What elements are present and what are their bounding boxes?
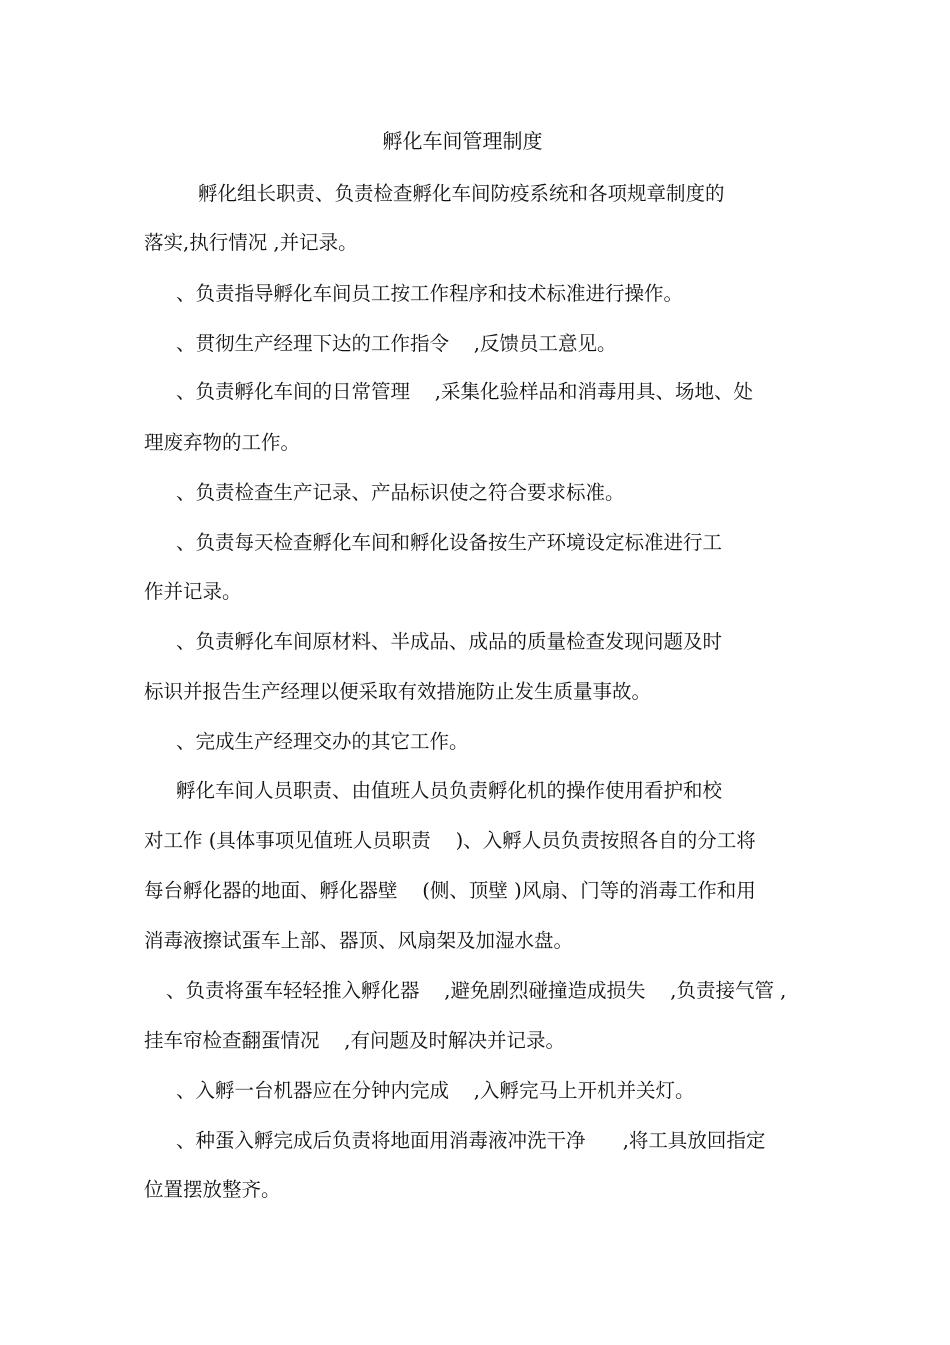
paragraph-line: 、负责孵化车间原材料、半成品、成品的质量检查发现问题及时: [176, 630, 723, 653]
paragraph-line: 对工作 (具体事项见值班人员职责 )、入孵人员负责按照各自的分工将: [144, 829, 756, 852]
paragraph-line: 理废弃物的工作。: [144, 431, 301, 454]
paragraph-line: 作并记录。: [144, 580, 242, 603]
paragraph-line: 、负责指导孵化车间员工按工作程序和技术标准进行操作。: [176, 282, 684, 305]
paragraph-line: 挂车帘检查翻蛋情况 ,有问题及时解决并记录。: [144, 1029, 565, 1052]
paragraph-line: 每台孵化器的地面、孵化器壁 (侧、顶壁 )风扇、门等的消毒工作和用: [144, 879, 756, 902]
paragraph-line: 孵化车间人员职责、由值班人员负责孵化机的操作使用看护和校: [176, 779, 723, 802]
paragraph-line: 、负责每天检查孵化车间和孵化设备按生产环境设定标准进行工: [176, 531, 723, 554]
paragraph-line: 消毒液擦试蛋车上部、器顶、风扇架及加湿水盘。: [144, 929, 574, 952]
paragraph-line: 、负责将蛋车轻轻推入孵化器 ,避免剧烈碰撞造成损失 ,负责接气管 ,: [166, 979, 787, 1002]
paragraph-line: 、负责检查生产记录、产品标识使之符合要求标准。: [176, 481, 625, 504]
document-title: 孵化车间管理制度: [382, 129, 543, 153]
paragraph-line: 、种蛋入孵完成后负责将地面用消毒液冲洗干净 ,将工具放回指定: [176, 1129, 766, 1152]
paragraph-line: 标识并报告生产经理以便采取有效措施防止发生质量事故。: [144, 680, 652, 703]
paragraph-line: 孵化组长职责、负责检查孵化车间防疫系统和各项规章制度的: [198, 182, 725, 205]
paragraph-line: 位置摆放整齐。: [144, 1178, 281, 1201]
paragraph-line: 落实,执行情况 ,并记录。: [144, 231, 358, 254]
paragraph-line: 、贯彻生产经理下达的工作指令 ,反馈员工意见。: [176, 332, 617, 355]
paragraph-line: 、负责孵化车间的日常管理 ,采集化验样品和消毒用具、场地、处: [176, 380, 753, 403]
paragraph-line: 、完成生产经理交办的其它工作。: [176, 730, 469, 753]
paragraph-line: 、入孵一台机器应在分钟内完成 ,入孵完马上开机并关灯。: [176, 1079, 695, 1102]
